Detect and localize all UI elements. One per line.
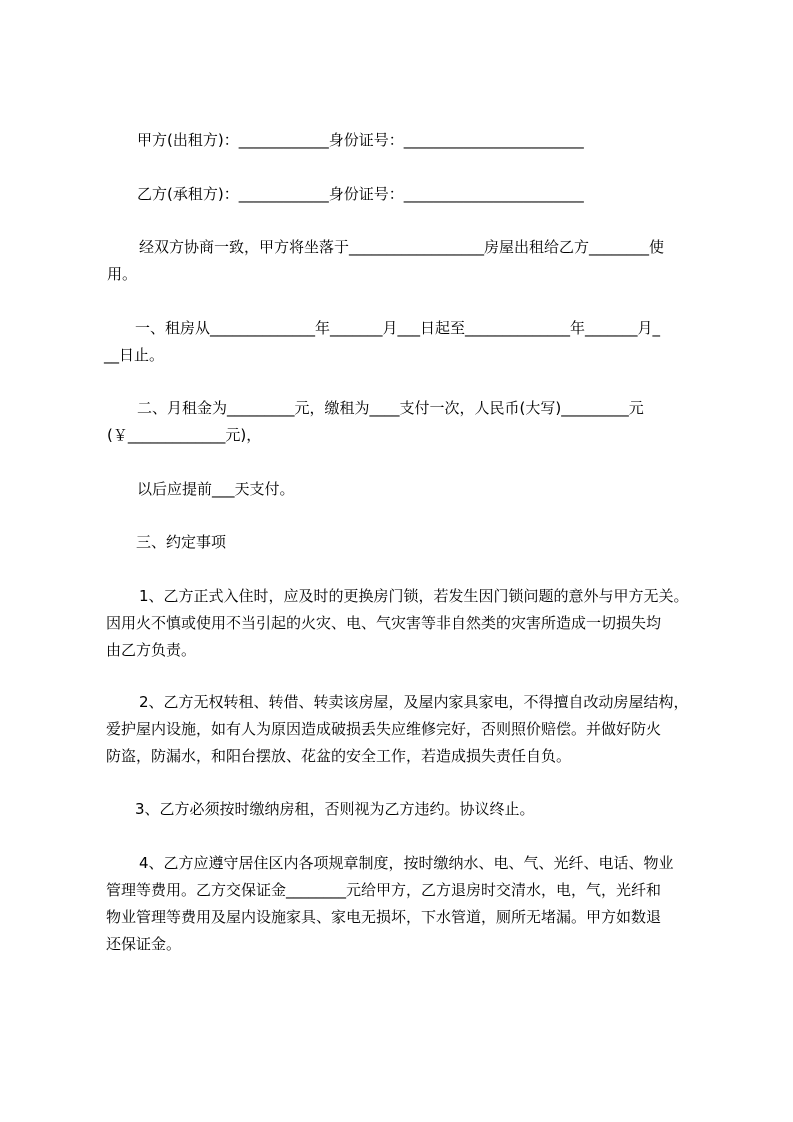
party-a-line: 甲方(出租方)：____________身份证号：________________________ xyxy=(137,131,584,149)
item-1-line-1: 1、乙方正式入住时，应及时的更换房门锁，若发生因门锁问题的意外与甲方无关。 xyxy=(139,587,689,605)
item-4-line-1: 4、乙方应遵守居住区内各项规章制度，按时缴纳水、电、气、光纤、电话、物业 xyxy=(139,854,674,872)
item-4-line-2: 管理等费用。乙方交保证金________元给甲方，乙方退房时交清水，电，气，光纤和 xyxy=(106,881,662,899)
intro-line-2: 用。 xyxy=(107,265,138,283)
item-1-line-2: 因用火不慎或使用不当引起的火灾、电、气灾害等非自然类的灾害所造成一切损失均 xyxy=(106,614,662,632)
section-3-title: 三、约定事项 xyxy=(136,533,227,551)
item-1-line-3: 由乙方负责。 xyxy=(106,641,197,659)
item-2-line-1: 2、乙方无权转租、转借、转卖该房屋，及屋内家具家电，不得擅自改动房屋结构， xyxy=(139,693,689,711)
item-4-line-4: 还保证金。 xyxy=(106,935,182,953)
intro-line-1: 经双方协商一致，甲方将坐落于__________________房屋出租给乙方________使 xyxy=(139,238,665,256)
rent-line-2: (￥_____________元)， xyxy=(107,426,262,444)
rent-line-1: 二、月租金为_________元，缴租为____支付一次，人民币(大写)_________元 xyxy=(137,399,644,417)
item-2-line-2: 爱护屋内设施，如有人为原因造成破损丢失应维修完好，否则照价赔偿。并做好防火 xyxy=(106,720,662,738)
party-b-line: 乙方(承租方)：____________身份证号：________________________ xyxy=(137,185,584,203)
item-2-line-3: 防盗，防漏水，和阳台摆放、花盆的安全工作，若造成损失责任自负。 xyxy=(106,747,572,765)
term-line-1: 一、租房从______________年_______月___日起至______________年_______月_ xyxy=(135,319,661,337)
advance-payment-line: 以后应提前___天支付。 xyxy=(137,480,295,498)
term-line-2: __日止。 xyxy=(104,346,165,364)
item-3-line-1: 3、乙方必须按时缴纳房租，否则视为乙方违约。协议终止。 xyxy=(135,800,535,818)
item-4-line-3: 物业管理等费用及屋内设施家具、家电无损坏，下水管道，厕所无堵漏。甲方如数退 xyxy=(106,908,662,926)
